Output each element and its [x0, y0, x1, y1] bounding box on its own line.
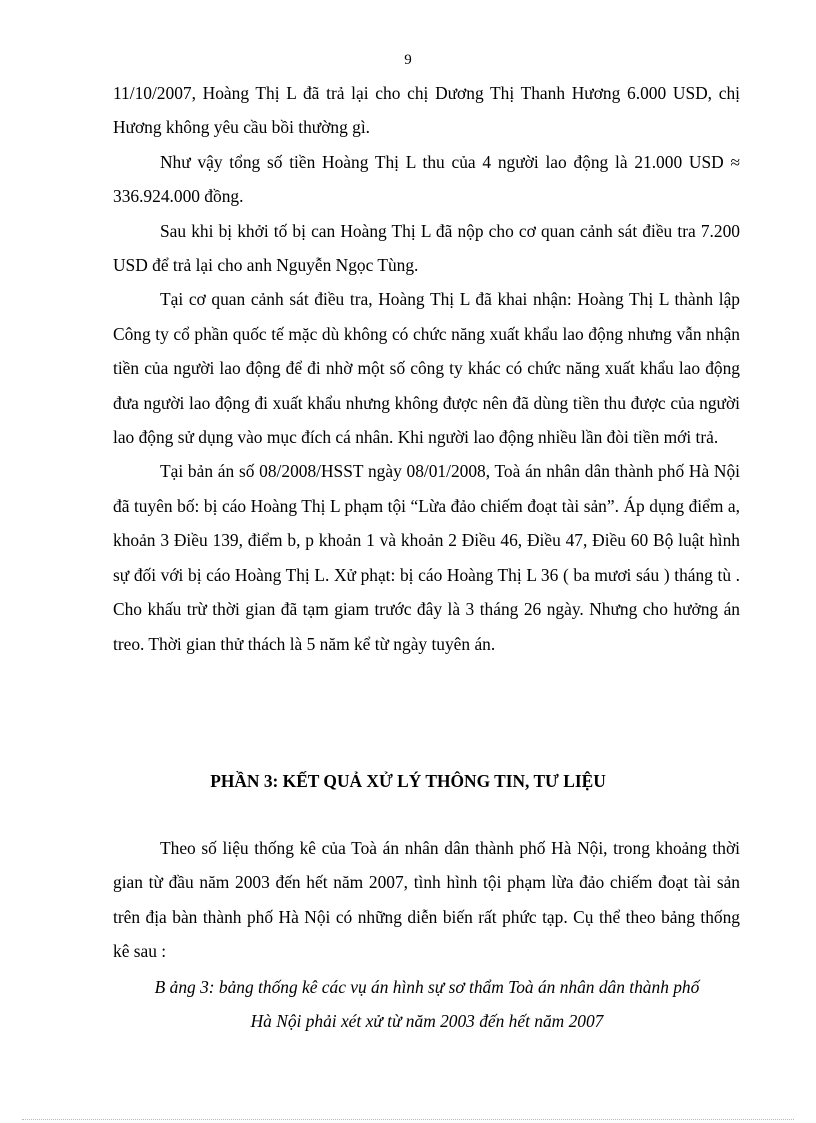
section-text [113, 831, 740, 969]
paragraph-1: 11/10/2007, Hoàng Thị L đã trả lại cho chị Dương Thị Thanh Hương 6.000 USD, chị Hương không yêu cầu bồi thường gì. [113, 83, 740, 138]
paragraph-2: Như vậy tổng số tiền Hoàng Thị L thu của 4 người lao động là 21.000 USD ≈ 336.924.000 đồng. [113, 151, 740, 207]
paragraph-3: Sau khi bị khởi tố bị can Hoàng Thị L đã nộp cho cơ quan cảnh sát điều tra 7.200 USD để trả lại cho anh Nguyễn Ngọc Tùng. [113, 220, 740, 276]
section-heading: PHẦN 3: KẾT QUẢ XỬ LÝ THÔNG TIN, TƯ LIỆU [210, 771, 606, 791]
page-number: 9 [404, 52, 412, 68]
table-caption-line-1: B ảng 3: bảng thống kê các vụ án hình sự sơ thẩm Toà án nhân dân thành phố [154, 977, 700, 997]
paragraph-4: Tại cơ quan cảnh sát điều tra, Hoàng Thị L đã khai nhận: Hoàng Thị L thành lập Công ty cổ phần quốc tế mặc dù không có chức năng xuất khẩu lao động nhưng vẫn nhận tiền của người lao động để đi nhờ một số công ty khác có chức năng xuất khẩu lao động đưa người lao động đi xuất khẩu nhưng không được nên đã dùng tiền thu được của người lao động sử dụng vào mục đích cá nhân. Khi người lao động nhiều lần đòi tiền mới trả. [113, 289, 740, 448]
body-text [113, 76, 740, 661]
table-caption-line-2: Hà Nội phải xét xử từ năm 2003 đến hết năm 2007 [250, 1011, 604, 1031]
table-caption [100, 970, 754, 1038]
section-paragraph: Theo số liệu thống kê của Toà án nhân dân thành phố Hà Nội, trong khoảng thời gian từ đầu năm 2003 đến hết năm 2007, tình hình tội phạm lừa đảo chiếm đoạt tài sản trên địa bàn thành phố Hà Nội có những diễn biến rất phức tạp. Cụ thể theo bảng thống kê sau : [113, 838, 740, 962]
footer-divider [22, 1119, 794, 1120]
paragraph-5: Tại bản án số 08/2008/HSST ngày 08/01/2008, Toà án nhân dân thành phố Hà Nội đã tuyên bố: bị cáo Hoàng Thị L phạm tội “Lừa đảo chiếm đoạt tài sản”. Áp dụng điểm a, khoản 3 Điều 139, điểm b, p khoản 1 và khoản 2 Điều 46, Điều 47, Điều 60 Bộ luật hình sự đối với bị cáo Hoàng Thị L. Xử phạt: bị cáo Hoàng Thị L 36 ( ba mươi sáu ) tháng tù . Cho khấu trừ thời gian đã tạm giam trước đây là 3 tháng 26 ngày. Nhưng cho hưởng án treo. Thời gian thử thách là 5 năm kể từ ngày tuyên án. [113, 461, 740, 654]
